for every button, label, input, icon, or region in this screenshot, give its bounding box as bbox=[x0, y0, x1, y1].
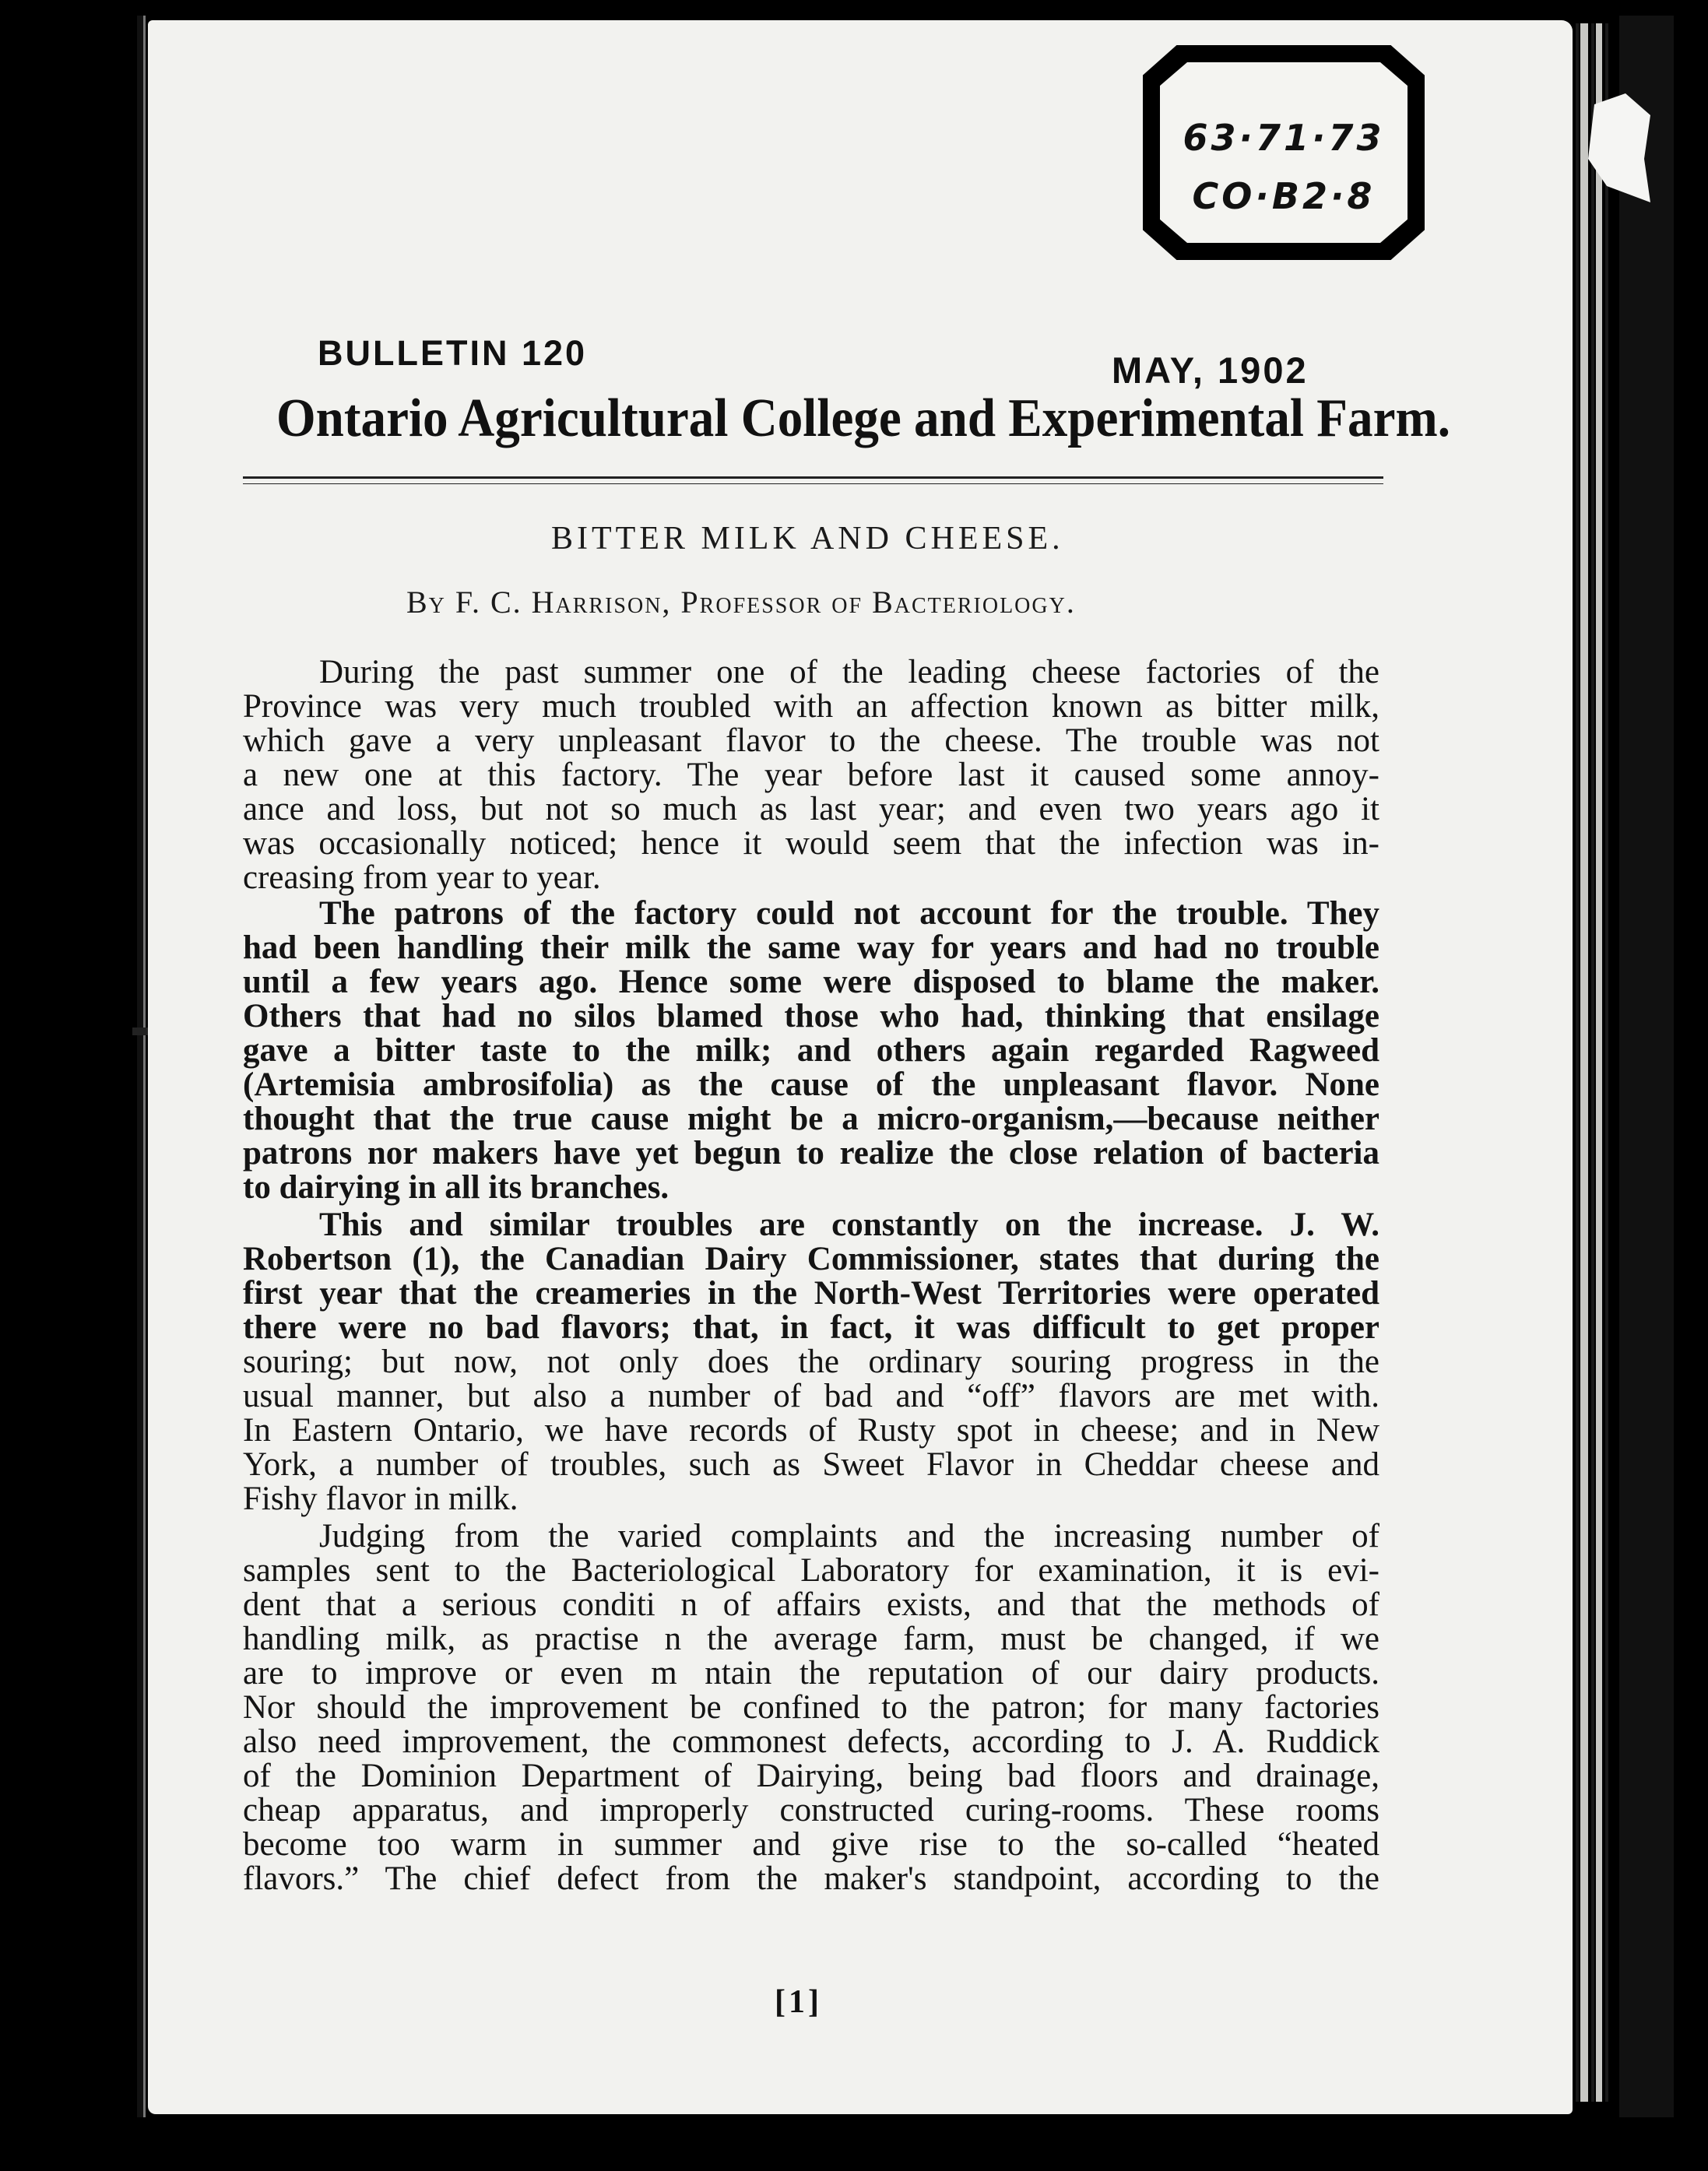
page-edge bbox=[1596, 23, 1602, 2102]
body-line: there were no bad flavors; that, in fact, it was difficult to get proper bbox=[243, 1309, 1379, 1346]
body-line: York, a number of troubles, such as Sweet Flavor in Cheddar cheese and bbox=[243, 1446, 1379, 1483]
body-line: which gave a very unpleasant flavor to the cheese. The trouble was not bbox=[243, 722, 1379, 759]
body-line: (Artemisia ambrosifolia) as the cause of the unpleasant flavor. None bbox=[243, 1066, 1379, 1103]
body-line: samples sent to the Bacteriological Laboratory for examination, it is evi- bbox=[243, 1552, 1379, 1589]
shelf-label-line-2: CO·B2·8 bbox=[1192, 175, 1376, 217]
body-line: Others that had no silos blamed those who had, thinking that ensilage bbox=[243, 998, 1379, 1035]
article-title: BITTER MILK AND CHEESE. bbox=[551, 521, 1064, 557]
body-line: In Eastern Ontario, we have records of Rusty spot in cheese; and in New bbox=[243, 1412, 1379, 1449]
body-line: also need improvement, the commonest defects, according to J. A. Ruddick bbox=[243, 1723, 1379, 1760]
body-line: become too warm in summer and give rise to the so-called “heated bbox=[243, 1826, 1379, 1863]
body-line: first year that the creameries in the North-West Territories were operated bbox=[243, 1275, 1379, 1312]
body-line: Province was very much troubled with an affection known as bitter milk, bbox=[243, 688, 1379, 725]
body-line: Robertson (1), the Canadian Dairy Commissioner, states that during the bbox=[243, 1241, 1379, 1277]
body-line: dent that a serious conditi n of affairs exists, and that the methods of bbox=[243, 1586, 1379, 1623]
body-line: a new one at this factory. The year before last it caused some annoy- bbox=[243, 757, 1379, 793]
body-line: Fishy flavor in milk. bbox=[243, 1481, 518, 1517]
body-line: are to improve or even m ntain the reputation of our dairy products. bbox=[243, 1655, 1379, 1691]
body-line: patrons nor makers have yet begun to realize the close relation of bacteria bbox=[243, 1135, 1379, 1172]
body-line: gave a bitter taste to the milk; and others again regarded Ragweed bbox=[243, 1032, 1379, 1069]
body-line: souring; but now, not only does the ordinary souring progress in the bbox=[243, 1344, 1379, 1380]
body-line: handling milk, as practise n the average farm, must be changed, if we bbox=[243, 1621, 1379, 1657]
article-byline: By F. C. Harrison, Professor of Bacteriology. bbox=[406, 585, 1076, 620]
body-line: cheap apparatus, and improperly constructed curing-rooms. These rooms bbox=[243, 1792, 1379, 1828]
page-edge-shadow bbox=[1605, 23, 1608, 2102]
body-line: Judging from the varied complaints and the increasing number of bbox=[319, 1518, 1379, 1554]
body-line: The patrons of the factory could not account for the trouble. They bbox=[319, 895, 1379, 932]
binding-gutter bbox=[137, 16, 146, 2117]
bulletin-number: BULLETIN 120 bbox=[318, 333, 588, 373]
gutter-mark bbox=[132, 1028, 149, 1035]
page-edge bbox=[1580, 23, 1588, 2102]
institution-title: Ontario Agricultural College and Experimental Farm. bbox=[276, 388, 1450, 448]
body-line: creasing from year to year. bbox=[243, 859, 601, 896]
book-spine bbox=[1619, 16, 1674, 2117]
page-number: [1] bbox=[775, 1984, 822, 2020]
body-line: During the past summer one of the leading cheese factories of the bbox=[319, 654, 1379, 690]
body-line: was occasionally noticed; hence it would seem that the infection was in- bbox=[243, 825, 1379, 862]
page-edge-shadow bbox=[1576, 23, 1579, 2102]
body-line: flavors.” The chief defect from the maker's standpoint, according to the bbox=[243, 1860, 1379, 1897]
body-line: of the Dominion Department of Dairying, being bad floors and drainage, bbox=[243, 1758, 1379, 1794]
bulletin-date: MAY, 1902 bbox=[1112, 350, 1309, 391]
body-line: until a few years ago. Hence some were disposed to blame the maker. bbox=[243, 964, 1379, 1000]
header-rule-thin bbox=[243, 483, 1383, 484]
body-line: usual manner, but also a number of bad and “off” flavors are met with. bbox=[243, 1378, 1379, 1414]
body-line: to dairying in all its branches. bbox=[243, 1169, 669, 1206]
shelf-label-line-1: 63·71·73 bbox=[1183, 117, 1385, 159]
header-rule bbox=[243, 476, 1383, 479]
body-line: ance and loss, but not so much as last year; and even two years ago it bbox=[243, 791, 1379, 827]
page-edge-shadow bbox=[1591, 23, 1594, 2102]
body-line: had been handling their milk the same way for years and had no trouble bbox=[243, 929, 1379, 966]
body-line: Nor should the improvement be confined to the patron; for many factories bbox=[243, 1689, 1379, 1726]
body-line: This and similar troubles are constantly on the increase. J. W. bbox=[319, 1207, 1379, 1243]
body-line: thought that the true cause might be a micro-organism,—because neither bbox=[243, 1101, 1379, 1137]
